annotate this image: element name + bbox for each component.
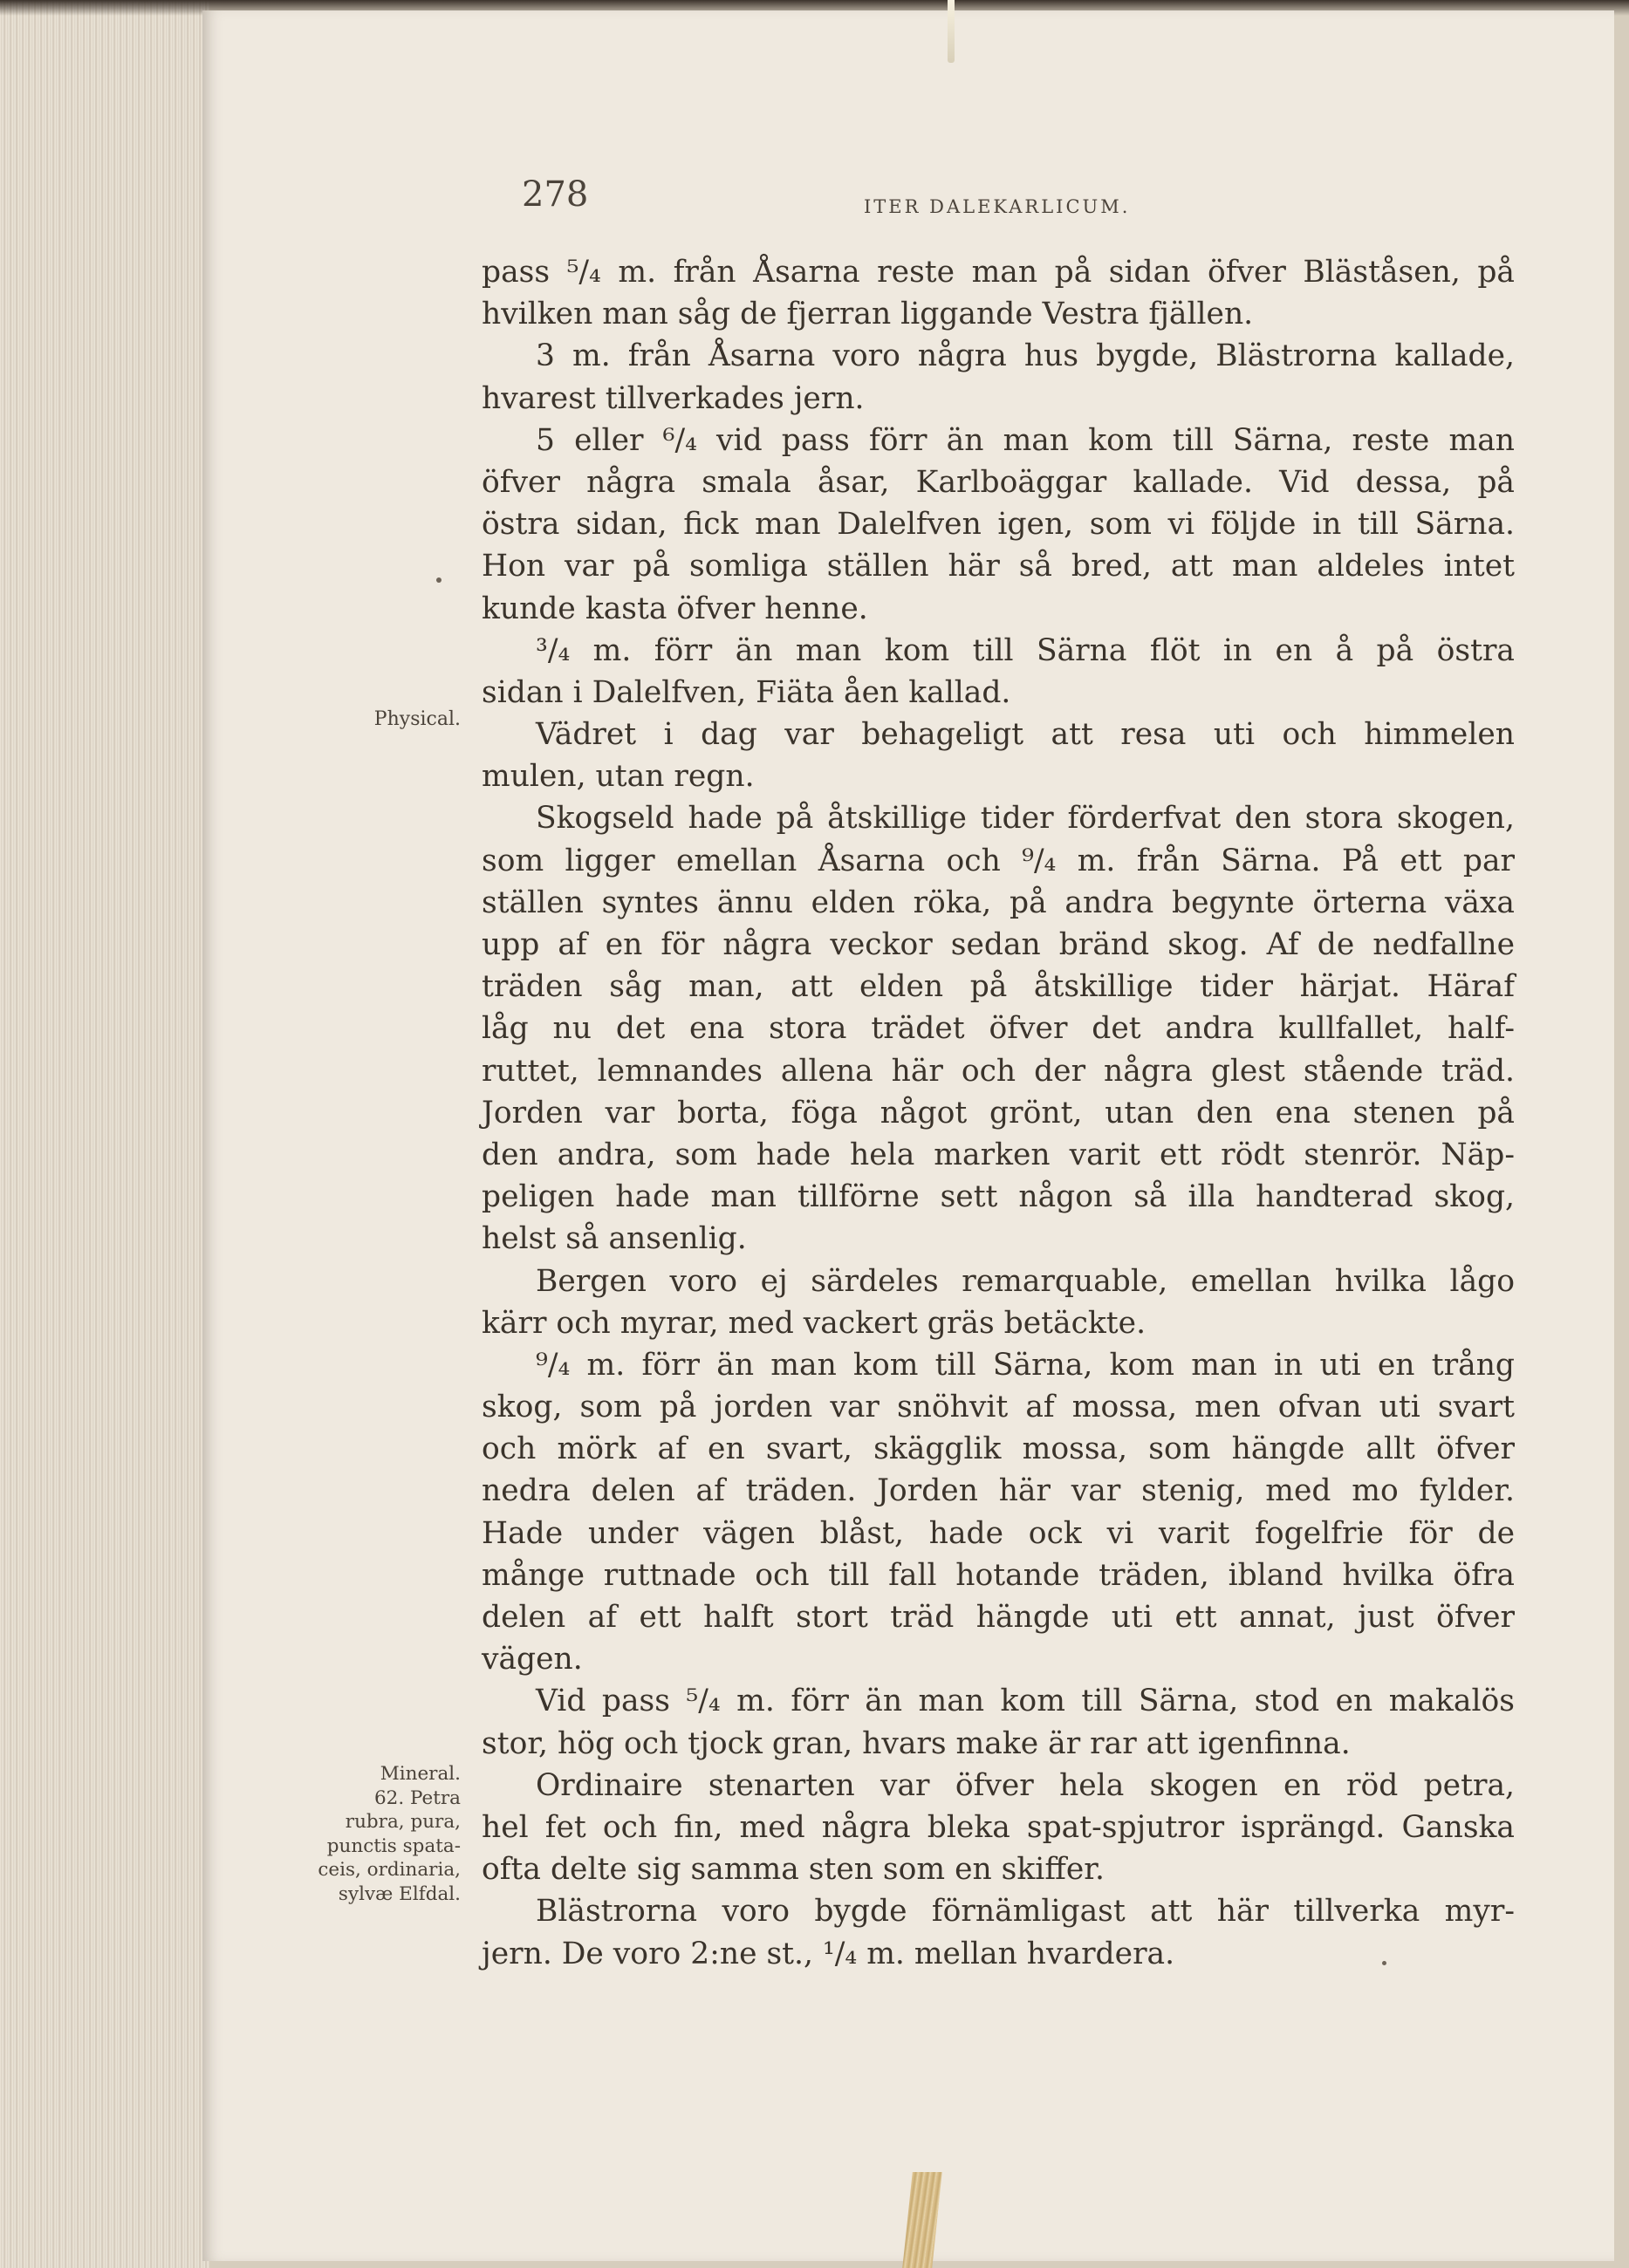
text-line: Hon var på somliga ställen här så bred, att man aldeles intet (482, 549, 1515, 584)
text-line: kunde kasta öfver henne. (482, 591, 868, 626)
running-title: ITER DALEKARLICUM. (864, 196, 1131, 217)
text-line: hel fet och fin, med några bleka spat-spjutror isprängd. Ganska (482, 1809, 1515, 1845)
page-number: 278 (522, 174, 589, 215)
mineral-note-line: ceis, ordinaria, (318, 1859, 461, 1881)
text-line: hvilken man såg de fjerran liggande Vestra fjällen. (482, 297, 1254, 332)
text-line: östra sidan, fick man Dalelfven igen, som vi följde in till Särna. (482, 507, 1515, 543)
text-line: vägen. (482, 1642, 583, 1677)
text-line: som ligger emellan Åsarna och ⁹/₄ m. från Särna. På ett par (482, 843, 1515, 878)
text-line: Bergen voro ej särdeles remarquable, emellan hvilka lågo (536, 1263, 1515, 1299)
body-text (482, 251, 1515, 1975)
text-line: ruttet, lemnandes allena här och der några glest stående träd. (482, 1053, 1515, 1089)
ink-speck (1382, 1961, 1386, 1965)
text-line: stor, hög och tjock gran, hvars make är rar att igenfinna. (482, 1725, 1351, 1761)
mineral-note-line: sylvæ Elfdal. (338, 1882, 461, 1905)
text-line: pass ⁵/₄ m. från Åsarna reste man på sidan öfver Bläståsen, på (482, 255, 1515, 290)
mineral-note-line: rubra, pura, (345, 1811, 461, 1833)
text-line: månge ruttnade och till fall hotande träden, ibland hvilka öfra (482, 1557, 1515, 1593)
text-line: kärr och myrar, med vackert gräs betäckte. (482, 1305, 1146, 1341)
mineral-note-line: 62. Petra (374, 1786, 461, 1809)
page-edges (0, 0, 209, 2268)
text-line: Hade under vägen blåst, hade ock vi varit fogelfrie för de (482, 1515, 1515, 1551)
text-line: mulen, utan regn. (482, 759, 755, 795)
text-line: delen af ett halft stort träd hängde uti ett annat, just öfver (482, 1600, 1515, 1635)
text-line: Vid pass ⁵/₄ m. förr än man kom till Särna, stod en makalös (536, 1684, 1515, 1719)
text-line: peligen hade man tillförne sett någon så illa handterad skog, (482, 1179, 1515, 1215)
text-line: Blästrorna voro bygde förnämligast att här tillverka myr- (536, 1894, 1515, 1930)
mineral-note-line: Mineral. (380, 1763, 461, 1785)
text-line: och mörk af en svart, skägglik mossa, som hängde allt öfver (482, 1431, 1515, 1467)
text-line: låg nu det ena stora trädet öfver det andra kullfallet, half- (482, 1011, 1515, 1047)
text-line: sidan i Dalelfven, Fiäta åen kallad. (482, 674, 1011, 710)
text-line: ofta delte sig samma sten som en skiffer. (482, 1852, 1105, 1888)
mineral-note-line: punctis spata- (326, 1834, 461, 1857)
margin-note-physical: Physical. (373, 708, 461, 730)
text-line: ⁹/₄ m. förr än man kom till Särna, kom man in uti en trång (536, 1347, 1515, 1383)
margin-note-mineral (318, 1762, 461, 1906)
text-line: ställen syntes ännu elden röka, på andra begynte örterna växa (482, 885, 1515, 920)
text-line: 3 m. från Åsarna voro några hus bygde, Blästrorna kallade, (536, 338, 1515, 374)
text-line: ³/₄ m. förr än man kom till Särna flöt in en å på östra (536, 632, 1515, 668)
text-line: hvarest tillverkades jern. (482, 380, 865, 416)
text-line: upp af en för några veckor sedan bränd skog. Af de nedfallne (482, 927, 1515, 962)
text-line: Vädret i dag var behageligt att resa uti och himmelen (536, 717, 1515, 753)
text-line: jern. De voro 2:ne st., ¹/₄ m. mellan hvardera. (482, 1936, 1175, 1971)
ink-speck (436, 577, 441, 583)
bookmark-ribbon-top (948, 0, 955, 63)
text-line: Ordinaire stenarten var öfver hela skogen en röd petra, (536, 1767, 1515, 1803)
text-line: Jorden var borta, föga något grönt, utan den ena stenen på (482, 1095, 1515, 1131)
text-line: skog, som på jorden var snöhvit af mossa, men ofvan uti svart (482, 1390, 1515, 1425)
text-line: nedra delen af träden. Jorden här var stenig, med mo fylder. (482, 1473, 1515, 1509)
text-line: helst så ansenlig. (482, 1221, 747, 1257)
text-line: Skogseld hade på åtskillige tider förderfvat den stora skogen, (536, 801, 1515, 837)
text-line: 5 eller ⁶/₄ vid pass förr än man kom till Särna, reste man (536, 422, 1515, 458)
text-line: träden såg man, att elden på åtskillige tider härjat. Häraf (482, 969, 1515, 1005)
text-line: öfver några smala åsar, Karlboäggar kallade. Vid dessa, på (482, 464, 1515, 500)
text-line: den andra, som hade hela marken varit ett rödt stenrör. Näp- (482, 1137, 1515, 1172)
